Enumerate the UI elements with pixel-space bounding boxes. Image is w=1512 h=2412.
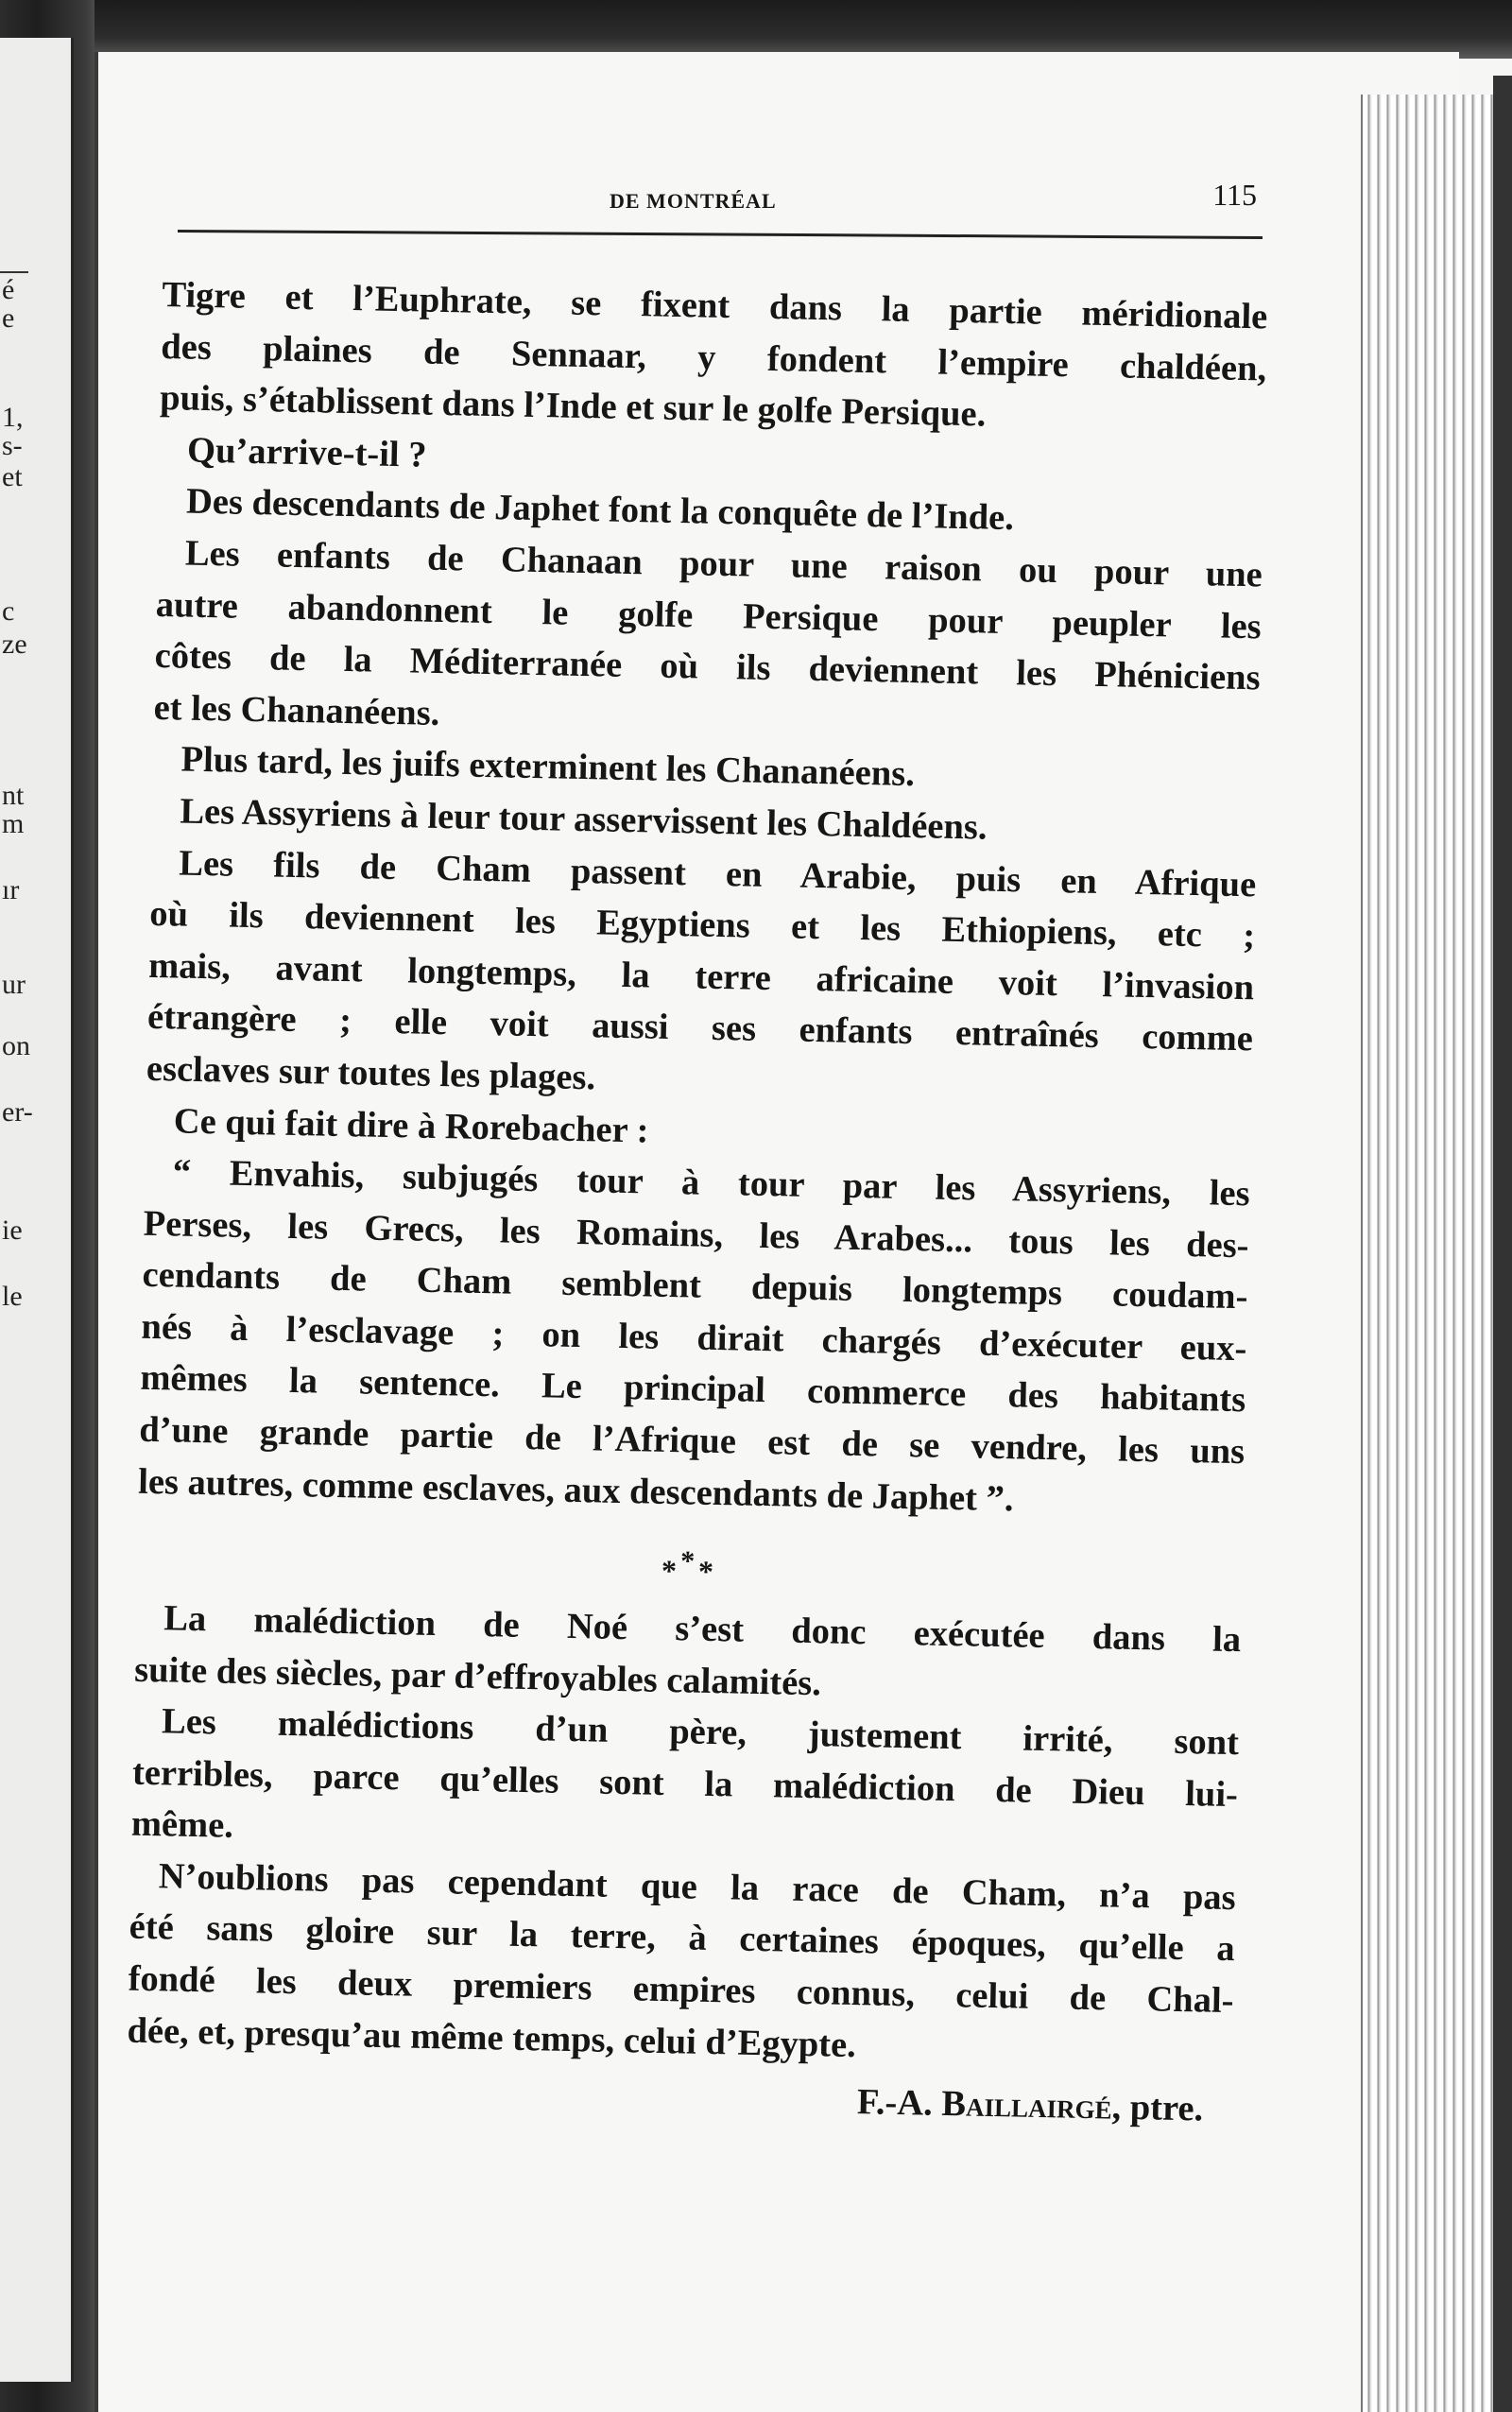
text-line: été sans gloire sur la terre, à certaines époques, qu’elle a (129, 1907, 1235, 1970)
scan-top-border (94, 0, 1512, 59)
text-line: puis, s’établissent dans l’Inde et sur le golfe Persique. (159, 378, 987, 435)
text-line: Les Assyriens à leur tour asservissent les Chaldéens. (180, 791, 988, 848)
signature-surname: Baillairgé (940, 2084, 1112, 2128)
previous-page-fragment: er- (2, 1096, 33, 1128)
text-line: Tigre et l’Euphrate, se fixent dans la partie méridionale (162, 274, 1268, 337)
previous-page-fragment: nt (2, 780, 25, 811)
text-line: “ Envahis, subjugés tour à tour par les Assyriens, les (172, 1152, 1251, 1215)
paragraph (153, 527, 1263, 756)
page-body (126, 269, 1268, 2136)
text-line: esclaves sur toutes les plages. (146, 1048, 596, 1098)
paragraph (146, 836, 1256, 1116)
paragraph (127, 1851, 1236, 2079)
text-line: Les fils de Cham passent en Arabie, puis en Afrique (178, 843, 1257, 904)
section-separator (136, 1532, 1243, 1601)
text-line: Des descendants de Japhet font la conquête de l’Inde. (185, 481, 1015, 539)
previous-page-edge (0, 38, 74, 2382)
text-block-closing (127, 1593, 1242, 2079)
text-line: Ce qui fait dire à Rorebacher : (173, 1100, 649, 1151)
text-line: des plaines de Sennaar, y fondent l’empire chaldéen, (160, 326, 1267, 389)
previous-page-fragment: c (2, 595, 15, 627)
text-line: Les malédictions d’un père, justement irrité, sont (161, 1701, 1240, 1764)
page-edges (1361, 95, 1512, 2412)
text-line: mêmes la sentence. Le principal commerce des habitants (140, 1358, 1246, 1421)
previous-page-fragment: ie (2, 1215, 23, 1246)
text-line: même. (130, 1803, 234, 1847)
text-line: mais, avant longtemps, la terre africaine voit l’invasion (147, 945, 1255, 1008)
page-number: 115 (1212, 178, 1257, 212)
signature-title: , ptre. (1111, 2087, 1204, 2129)
paragraph (160, 269, 1268, 446)
previous-page-fragment: 1, (2, 402, 24, 433)
previous-page-fragment: le (2, 1281, 23, 1312)
text-block-main (138, 269, 1268, 1529)
text-line: Plus tard, les juifs exterminent les Chananéens. (180, 739, 916, 795)
text-line: d’une grande partie de l’Afrique est de se vendre, les uns (138, 1409, 1246, 1473)
text-line: Perses, les Grecs, les Romains, les Arabes... tous les des- (143, 1203, 1249, 1266)
text-line: étrangère ; elle voit aussi ses enfants entraînés comme (146, 997, 1254, 1060)
text-line: et les Chananéens. (153, 687, 440, 733)
previous-page-fragment: ze (2, 629, 27, 660)
previous-page-fragment: e (2, 302, 15, 334)
text-line: côtes de la Méditerranée où ils deviennent les Phéniciens (154, 636, 1261, 698)
text-line: terribles, parce qu’elles sont la malédiction de Dieu lui- (131, 1752, 1239, 1815)
text-line: suite des siècles, par d’effroyables calamités. (133, 1649, 822, 1703)
previous-page-fragment: et (2, 461, 23, 492)
text-line: N’oublions pas cependant que la race de Cham, n’a pas (158, 1856, 1237, 1919)
previous-page-fragment: m (2, 808, 25, 839)
separator-star-left: * (661, 1553, 681, 1589)
signature-initials: F.-A. (856, 2082, 934, 2124)
text-line: autre abandonnent le golfe Persique pour peupler les (155, 584, 1263, 646)
text-line: dée, et, presqu’au même temps, celui d’Egypte. (127, 2010, 857, 2065)
text-line: Les enfants de Chanaan pour une raison ou pour une (184, 533, 1263, 595)
previous-page-fragment: ur (2, 969, 26, 1000)
text-line: les autres, comme esclaves, aux descendants de Japhet ”. (137, 1461, 1014, 1519)
text-line: fondé les deux premiers empires connus, celui de Chal- (128, 1958, 1234, 2022)
paragraph (130, 1696, 1239, 1872)
previous-page-fragment: s- (2, 430, 23, 461)
text-line: Qu’arrive-t-il ? (186, 430, 427, 475)
text-line: où ils deviennent les Egyptiens et les Ethiopiens, etc ; (148, 893, 1256, 956)
text-line: cendants de Cham semblent depuis longtemps coudam- (142, 1255, 1248, 1318)
paragraph (138, 1146, 1250, 1530)
separator-star-top: * (679, 1545, 699, 1577)
separator-star-right: * (697, 1554, 718, 1589)
text-line: La malédiction de Noé s’est donc exécutée dans la (163, 1598, 1242, 1661)
previous-page-fragment: é (2, 274, 15, 305)
running-title: DE MONTRÉAL (610, 189, 777, 213)
page-edges-shadow (1493, 76, 1512, 2412)
text-line: nés à l’esclavage ; on les dirait chargés d’exécuter eux- (141, 1306, 1247, 1370)
page-header (180, 178, 1257, 236)
previous-page-fragment: ır (2, 874, 20, 905)
previous-page-rule (0, 271, 28, 273)
previous-page-fragment: on (2, 1030, 30, 1061)
